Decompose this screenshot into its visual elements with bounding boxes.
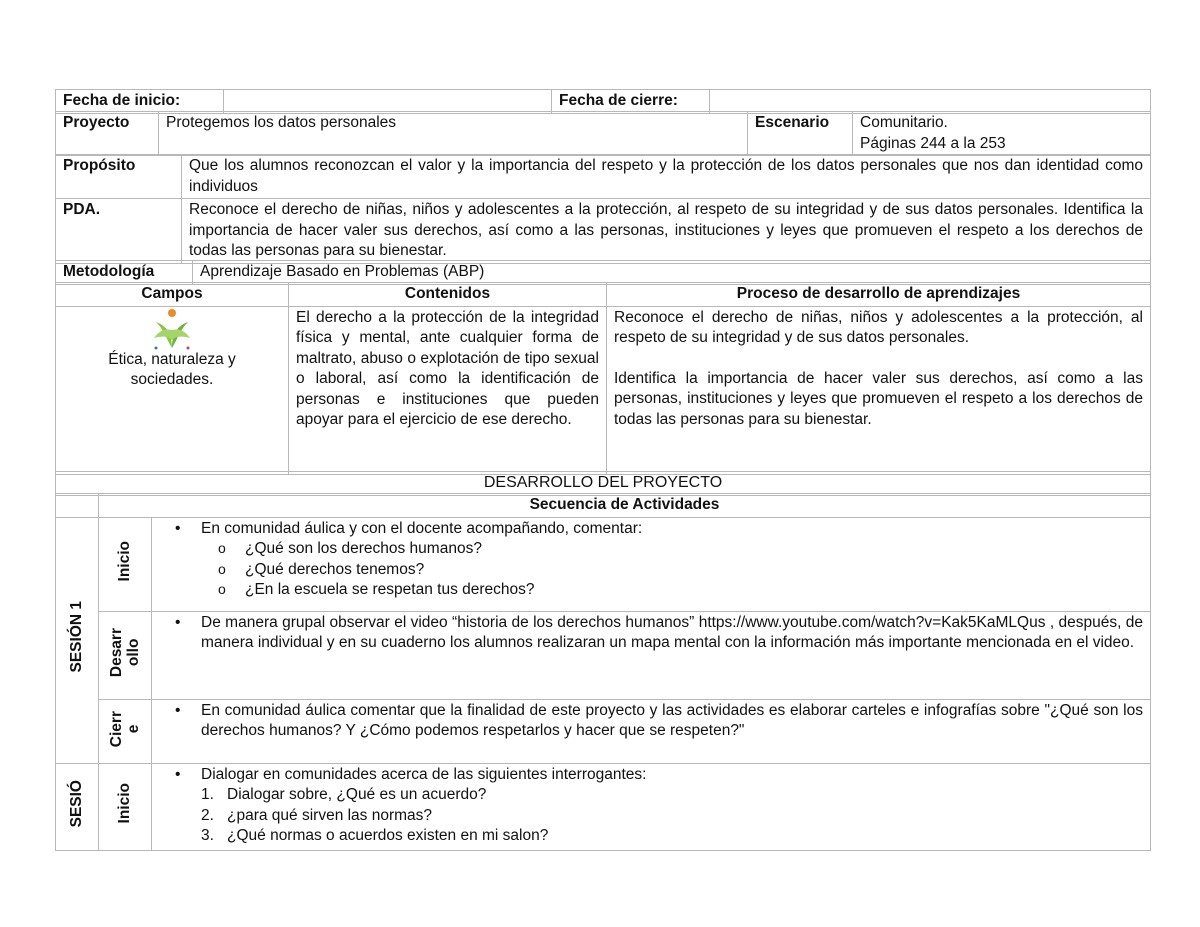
- secuencia-title: Secuencia de Actividades: [99, 494, 1151, 518]
- inicio-question: o ¿Qué son los derechos humanos?: [245, 539, 1143, 560]
- sesion-2-item: 3. ¿Qué normas o acuerdos existen en mi salon?: [201, 827, 549, 844]
- proceso-paragraph-2: Identifica la importancia de hacer valer sus derechos, así como a las personas, instituciones y leyes que promueven el respeto a los derechos de todas las personas para su bienestar.: [614, 369, 1143, 428]
- escenario-label: Escenario: [748, 112, 853, 156]
- pda-value: Reconoce el derecho de niñas, niños y adolescentes a la protección, al respeto de su integridad y de sus datos personales. Identifica la importancia de hacer valer sus derechos, así como a las personas, instituciones y leyes que promueven el respeto a los derechos de todas las personas para su bienestar.: [182, 199, 1151, 264]
- sesion-1-inicio-label-cell: [99, 517, 152, 611]
- proyecto-label: Proyecto: [56, 112, 159, 156]
- sesion-1-desarrollo-bullet: • De manera grupal observar el video “historia de los derechos humanos” https://www.youtube.com/watch?v=Kak5KaMLQus , después, de manera individual y en su cuaderno los alumnos realizaran un mapa mental con la información más importante mencionada en el video.: [201, 613, 1143, 654]
- project-table: [55, 111, 1151, 156]
- sesion-1-inicio-text: En comunidad áulica y con el docente acompañando, comentar:: [201, 519, 643, 537]
- sesion-2-item: 1. Dialogar sobre, ¿Qué es un acuerdo?: [201, 786, 487, 803]
- ethics-nature-logo-icon: [63, 308, 281, 350]
- fecha-cierre-value[interactable]: [710, 90, 1151, 114]
- col-proceso-header: Proceso de desarrollo de aprendizajes: [607, 283, 1151, 307]
- sesion-1-cierre-content: [152, 699, 1151, 763]
- sessions-table: [55, 493, 1151, 851]
- fecha-inicio-label: Fecha de inicio:: [56, 90, 224, 114]
- sesion-2-item: 2. ¿para qué sirven las normas?: [201, 806, 433, 824]
- desarrollo-title: DESARROLLO DEL PROYECTO: [56, 472, 1151, 496]
- sesion-2-inicio-bullet: [201, 765, 1143, 847]
- sesion-1-cierre-label: Cierr e: [108, 710, 142, 748]
- sesion-2-inicio-label: Inicio: [115, 783, 133, 824]
- escenario-line-1: Comunitario.: [860, 114, 948, 131]
- proposito-value: Que los alumnos reconozcan el valor y la importancia del respeto y la protección de los datos personales que nos dan identidad como individuos: [182, 155, 1151, 199]
- col-campos-header: Campos: [56, 283, 289, 307]
- pda-label: PDA.: [56, 199, 182, 264]
- metodologia-label: Metodología: [56, 261, 193, 285]
- desarrollo-title-table: [55, 471, 1151, 496]
- metodologia-value: Aprendizaje Basado en Problemas (ABP): [193, 261, 1151, 285]
- sesion-2-label-cell: [56, 763, 99, 850]
- sesion-2-label: SESIÓ: [67, 779, 85, 827]
- sesion-1-label: SESIÓN 1: [67, 601, 85, 673]
- col-contenidos-header: Contenidos: [289, 283, 607, 307]
- fecha-cierre-label: Fecha de cierre:: [552, 90, 710, 114]
- sesion-1-desarrollo-content: [152, 611, 1151, 699]
- inicio-question: o ¿Qué derechos tenemos?: [245, 560, 1143, 581]
- methodology-table: [55, 260, 1151, 285]
- campo-text: Ética, naturaleza y sociedades.: [108, 350, 236, 388]
- sesion-1-inicio-label: Inicio: [115, 540, 133, 581]
- campo-cell: [56, 306, 289, 474]
- inicio-question: o ¿En la escuela se respetan tus derechos?: [245, 580, 1143, 601]
- sesion-1-label-cell: [56, 517, 99, 763]
- campos-table: [55, 282, 1151, 475]
- sesion-2-inicio-label-cell: [99, 763, 152, 850]
- proceso-cell: [607, 306, 1151, 474]
- contenido-cell: El derecho a la protección de la integridad física y mental, ante cualquier forma de maltrato, abuso o explotación de tipo sexual o laboral, así como la identificación de personas e instituciones que pueden apoyar para el ejercicio de ese derecho.: [289, 306, 607, 474]
- sesion-1-cierre-label-cell: [99, 699, 152, 763]
- sesion-1-inicio-bullet: [201, 519, 1143, 601]
- proyecto-value: Protegemos los datos personales: [159, 112, 748, 156]
- sesion-1-cierre-bullet: • En comunidad áulica comentar que la finalidad de este proyecto y las actividades es elaborar carteles e infografías sobre "¿Qué son los derechos humanos? Y ¿Cómo podemos respetarlos y hacer que se respeten?": [201, 701, 1143, 742]
- fecha-inicio-value[interactable]: [224, 90, 552, 114]
- escenario-line-2: Páginas 244 a la 253: [860, 134, 1006, 152]
- dates-table: [55, 89, 1151, 114]
- proceso-paragraph-1: Reconoce el derecho de niñas, niños y adolescentes a la protección, al respeto de su integridad y de sus datos personales.: [614, 308, 1143, 346]
- sesion-2-inicio-content: [152, 763, 1151, 850]
- subtitle-spacer: [56, 494, 99, 518]
- sesion-1-inicio-content: [152, 517, 1151, 611]
- sesion-1-desarrollo-label-cell: [99, 611, 152, 699]
- purpose-table: [55, 154, 1151, 264]
- sesion-1-desarrollo-label: Desarr ollo: [108, 628, 142, 678]
- sesion-2-inicio-text: Dialogar en comunidades acerca de las siguientes interrogantes:: [201, 765, 647, 783]
- escenario-value: [853, 112, 1151, 156]
- proposito-label: Propósito: [56, 155, 182, 199]
